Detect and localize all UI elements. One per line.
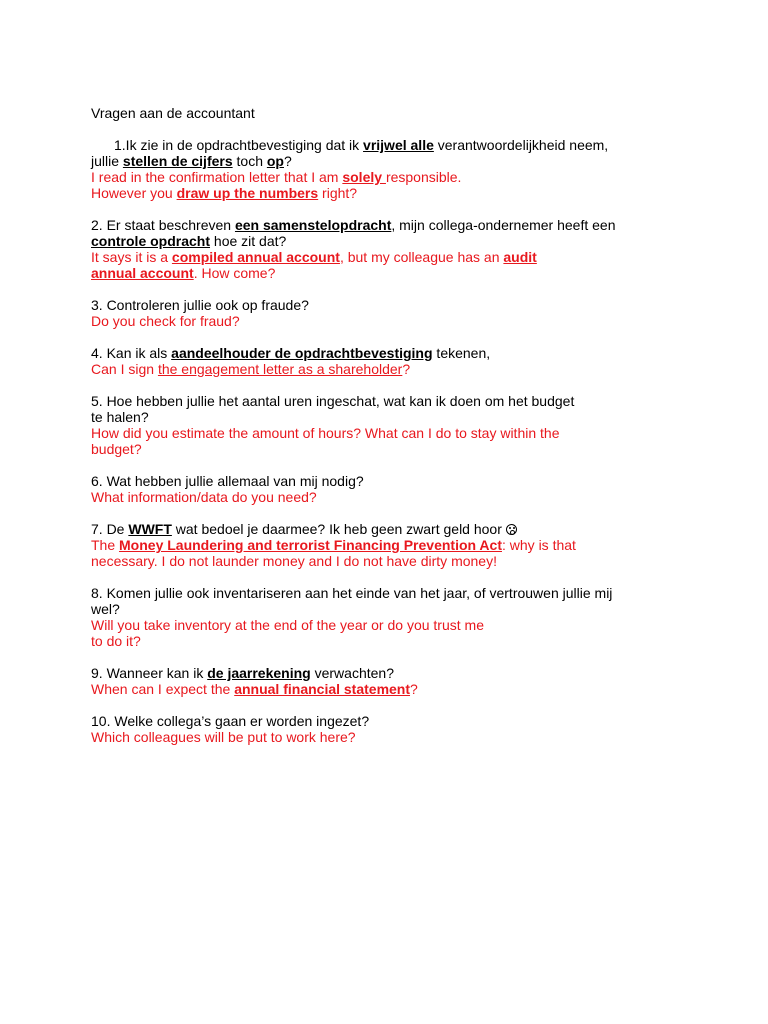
q6-dutch: 6. Wat hebben jullie allemaal van mij nodig? [91,473,364,489]
q1-english-line-1: I read in the confirmation letter that I am solely responsible. [91,169,462,185]
q3-english: Do you check for fraud? [91,313,240,329]
question-1 [91,137,661,201]
q9-dutch: 9. Wanneer kan ik de jaarrekening verwachten? [91,665,394,681]
smiley-icon [506,524,517,535]
q3-dutch: 3. Controleren jullie ook op fraude? [91,297,309,313]
q4-dutch: 4. Kan ik als aandeelhouder de opdrachtbevestiging tekenen, [91,345,491,361]
question-5 [91,393,661,457]
q2-dutch-line-2: controle opdracht hoe zit dat? [91,233,287,249]
q7-english-line-2: necessary. I do not launder money and I do not have dirty money! [91,553,497,569]
q6-english: What information/data do you need? [91,489,317,505]
q4-english: Can I sign the engagement letter as a shareholder? [91,361,411,377]
q1-english-line-2: However you draw up the numbers right? [91,185,358,201]
question-4 [91,345,661,377]
document-body [91,105,661,761]
q5-english-line-1: How did you estimate the amount of hours? What can I do to stay within the [91,425,560,441]
document-title: Vragen aan de accountant [91,105,255,121]
question-2 [91,217,661,281]
question-9 [91,665,661,697]
q2-english-line-2: annual account. How come? [91,265,276,281]
q1-dutch-line-2: jullie stellen de cijfers toch op? [91,153,292,169]
q2-english-line-1: It says it is a compiled annual account, but my colleague has an audit [91,249,537,265]
question-3 [91,297,661,329]
q7-dutch: 7. De WWFT wat bedoel je daarmee? Ik heb geen zwart geld hoor [91,521,661,537]
q8-dutch-line-2: wel? [91,601,120,617]
question-6 [91,473,661,505]
question-7 [91,521,661,569]
q1-dutch-line-1: 1.Ik zie in de opdrachtbevestiging dat ik vrijwel alle verantwoordelijkheid neem, [114,137,609,153]
q8-dutch-line-1: 8. Komen jullie ook inventariseren aan het einde van het jaar, of vertrouwen jullie mij [91,585,613,601]
q2-dutch-line-1: 2. Er staat beschreven een samenstelopdracht, mijn collega-ondernemer heeft een [91,217,616,233]
q7-english-line-1: The Money Laundering and terrorist Financing Prevention Act: why is that [91,537,576,553]
q10-dutch: 10. Welke collega’s gaan er worden ingezet? [91,713,370,729]
q9-english: When can I expect the annual financial statement? [91,681,418,697]
q5-dutch-line-2: te halen? [91,409,149,425]
question-8 [91,585,661,649]
q5-dutch-line-1: 5. Hoe hebben jullie het aantal uren ingeschat, wat kan ik doen om het budget [91,393,575,409]
question-10 [91,713,661,745]
q5-english-line-2: budget? [91,441,142,457]
q8-english-line-1: Will you take inventory at the end of the year or do you trust me [91,617,484,633]
q10-english: Which colleagues will be put to work here? [91,729,356,745]
q8-english-line-2: to do it? [91,633,141,649]
